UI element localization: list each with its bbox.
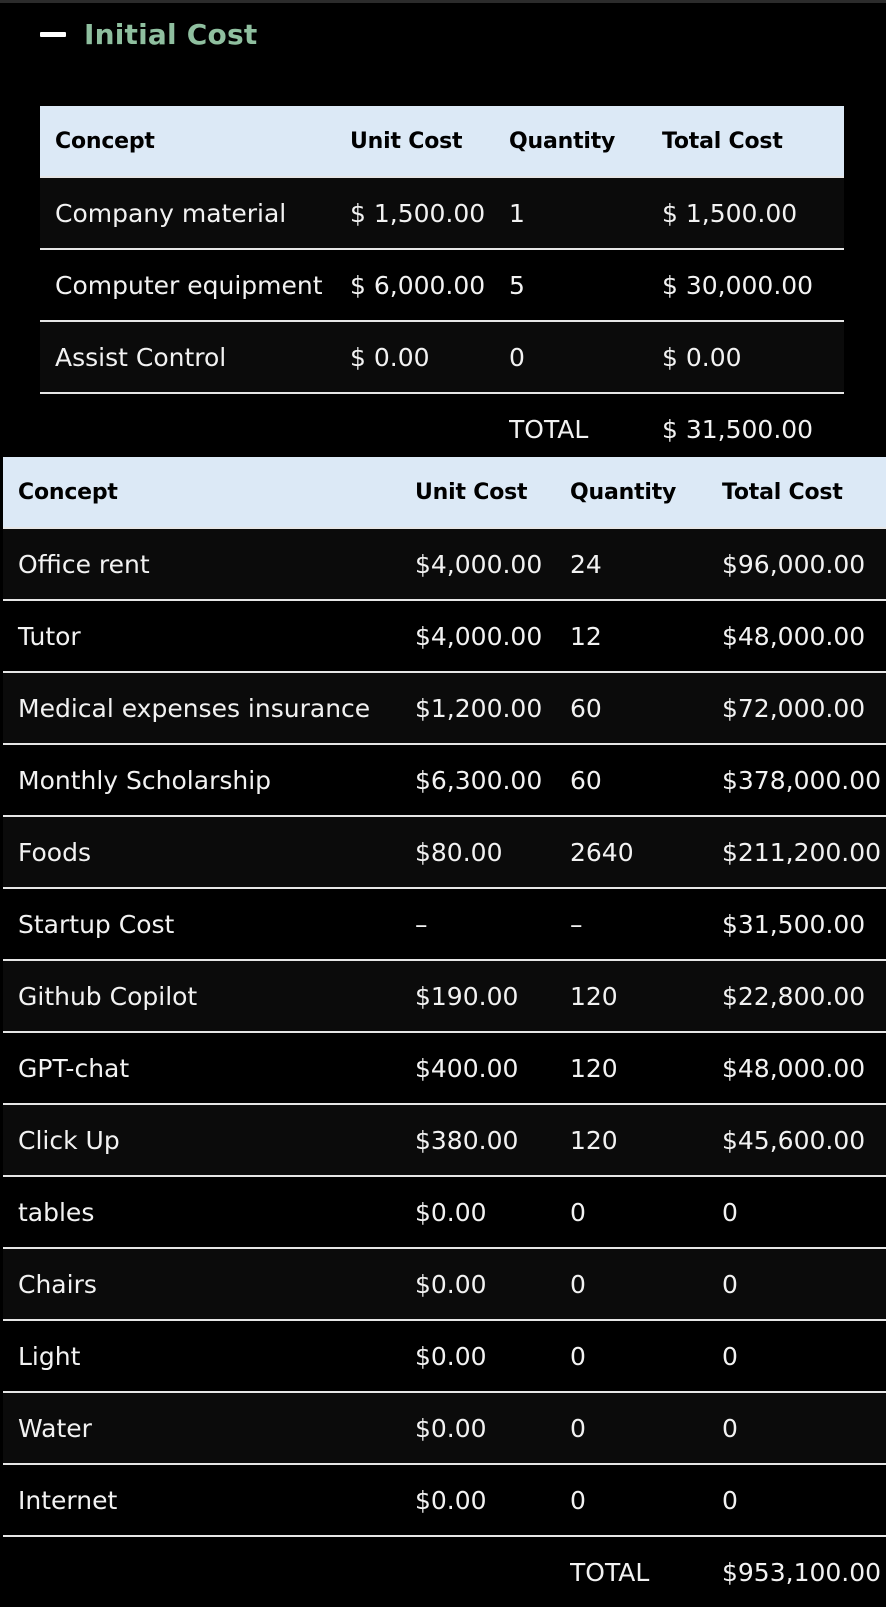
cell-concept: Assist Control bbox=[40, 321, 350, 393]
cell-quantity: 0 bbox=[570, 1176, 722, 1248]
header-unit-cost: Unit Cost bbox=[415, 457, 570, 528]
total-spacer bbox=[3, 1536, 415, 1607]
header-unit-cost: Unit Cost bbox=[350, 106, 509, 177]
table-row bbox=[3, 1248, 886, 1320]
total-value: $953,100.00 bbox=[722, 1536, 886, 1607]
table-row bbox=[3, 1320, 886, 1392]
table-row bbox=[3, 1104, 886, 1176]
initial-cost-table bbox=[40, 106, 844, 464]
cell-concept: tables bbox=[3, 1176, 415, 1248]
cell-quantity: 2640 bbox=[570, 816, 722, 888]
total-spacer bbox=[40, 393, 350, 464]
cell-unit-cost: $80.00 bbox=[415, 816, 570, 888]
cell-unit-cost: $ 6,000.00 bbox=[350, 249, 509, 321]
total-label: TOTAL bbox=[570, 1536, 722, 1607]
table-row bbox=[3, 600, 886, 672]
cell-total-cost: $ 0.00 bbox=[662, 321, 844, 393]
cost-breakdown-table bbox=[3, 457, 886, 1607]
cell-total-cost: $31,500.00 bbox=[722, 888, 886, 960]
table-row bbox=[3, 888, 886, 960]
cell-concept: Internet bbox=[3, 1464, 415, 1536]
cell-total-cost: $72,000.00 bbox=[722, 672, 886, 744]
cell-unit-cost: $4,000.00 bbox=[415, 528, 570, 600]
header-total-cost: Total Cost bbox=[722, 457, 886, 528]
cell-concept: GPT-chat bbox=[3, 1032, 415, 1104]
table-row bbox=[3, 744, 886, 816]
cell-concept: Github Copilot bbox=[3, 960, 415, 1032]
cell-unit-cost: $6,300.00 bbox=[415, 744, 570, 816]
cell-quantity: 0 bbox=[570, 1320, 722, 1392]
cell-total-cost: $211,200.00 bbox=[722, 816, 886, 888]
cell-concept: Startup Cost bbox=[3, 888, 415, 960]
cell-unit-cost: – bbox=[415, 888, 570, 960]
cell-unit-cost: $4,000.00 bbox=[415, 600, 570, 672]
table-row bbox=[40, 321, 844, 393]
minus-icon[interactable] bbox=[40, 32, 66, 37]
total-spacer bbox=[350, 393, 509, 464]
cell-unit-cost: $ 1,500.00 bbox=[350, 177, 509, 249]
header-quantity: Quantity bbox=[570, 457, 722, 528]
cell-quantity: 0 bbox=[570, 1392, 722, 1464]
cell-total-cost: $96,000.00 bbox=[722, 528, 886, 600]
cell-unit-cost: $0.00 bbox=[415, 1248, 570, 1320]
cell-unit-cost: $400.00 bbox=[415, 1032, 570, 1104]
cell-quantity: 120 bbox=[570, 960, 722, 1032]
table-header-row bbox=[40, 106, 844, 177]
table-row bbox=[3, 960, 886, 1032]
table-row bbox=[3, 672, 886, 744]
cell-quantity: 0 bbox=[570, 1248, 722, 1320]
cell-quantity: 5 bbox=[509, 249, 662, 321]
cell-total-cost: $ 1,500.00 bbox=[662, 177, 844, 249]
cell-concept: Office rent bbox=[3, 528, 415, 600]
cell-concept: Tutor bbox=[3, 600, 415, 672]
cell-concept: Water bbox=[3, 1392, 415, 1464]
cell-unit-cost: $0.00 bbox=[415, 1464, 570, 1536]
cell-total-cost: $22,800.00 bbox=[722, 960, 886, 1032]
total-label: TOTAL bbox=[509, 393, 662, 464]
cell-unit-cost: $1,200.00 bbox=[415, 672, 570, 744]
table-header-row bbox=[3, 457, 886, 528]
cell-quantity: 120 bbox=[570, 1032, 722, 1104]
cell-total-cost: $48,000.00 bbox=[722, 600, 886, 672]
cell-total-cost: $48,000.00 bbox=[722, 1032, 886, 1104]
cell-quantity: 1 bbox=[509, 177, 662, 249]
cell-quantity: 60 bbox=[570, 672, 722, 744]
cell-concept: Company material bbox=[40, 177, 350, 249]
header-quantity: Quantity bbox=[509, 106, 662, 177]
cell-total-cost: $45,600.00 bbox=[722, 1104, 886, 1176]
cell-unit-cost: $380.00 bbox=[415, 1104, 570, 1176]
table-row bbox=[3, 1176, 886, 1248]
cell-concept: Light bbox=[3, 1320, 415, 1392]
cell-unit-cost: $0.00 bbox=[415, 1320, 570, 1392]
header-concept: Concept bbox=[3, 457, 415, 528]
total-value: $ 31,500.00 bbox=[662, 393, 844, 464]
table-row bbox=[3, 1392, 886, 1464]
total-row bbox=[3, 1536, 886, 1607]
table-row bbox=[40, 177, 844, 249]
table-row bbox=[3, 1464, 886, 1536]
initial-cost-toggle[interactable] bbox=[40, 14, 257, 54]
total-spacer bbox=[415, 1536, 570, 1607]
section-title: Initial Cost bbox=[84, 17, 258, 51]
cell-quantity: 0 bbox=[570, 1464, 722, 1536]
table-row bbox=[3, 1032, 886, 1104]
header-concept: Concept bbox=[40, 106, 350, 177]
total-row bbox=[40, 393, 844, 464]
cell-total-cost: $378,000.00 bbox=[722, 744, 886, 816]
table-row bbox=[3, 528, 886, 600]
table-row bbox=[40, 249, 844, 321]
cell-quantity: 60 bbox=[570, 744, 722, 816]
table-row bbox=[3, 816, 886, 888]
cell-concept: Medical expenses insurance bbox=[3, 672, 415, 744]
top-divider bbox=[0, 0, 886, 3]
cell-concept: Foods bbox=[3, 816, 415, 888]
cell-quantity: 24 bbox=[570, 528, 722, 600]
cell-unit-cost: $0.00 bbox=[415, 1176, 570, 1248]
cell-quantity: – bbox=[570, 888, 722, 960]
cell-quantity: 12 bbox=[570, 600, 722, 672]
cell-concept: Monthly Scholarship bbox=[3, 744, 415, 816]
cell-total-cost: 0 bbox=[722, 1248, 886, 1320]
cell-quantity: 120 bbox=[570, 1104, 722, 1176]
cell-concept: Chairs bbox=[3, 1248, 415, 1320]
cell-total-cost: 0 bbox=[722, 1464, 886, 1536]
cell-total-cost: 0 bbox=[722, 1176, 886, 1248]
cell-concept: Computer equipment bbox=[40, 249, 350, 321]
header-total-cost: Total Cost bbox=[662, 106, 844, 177]
cell-total-cost: $ 30,000.00 bbox=[662, 249, 844, 321]
cell-unit-cost: $ 0.00 bbox=[350, 321, 509, 393]
cell-quantity: 0 bbox=[509, 321, 662, 393]
cell-total-cost: 0 bbox=[722, 1392, 886, 1464]
cell-concept: Click Up bbox=[3, 1104, 415, 1176]
cell-unit-cost: $0.00 bbox=[415, 1392, 570, 1464]
cell-total-cost: 0 bbox=[722, 1320, 886, 1392]
cell-unit-cost: $190.00 bbox=[415, 960, 570, 1032]
